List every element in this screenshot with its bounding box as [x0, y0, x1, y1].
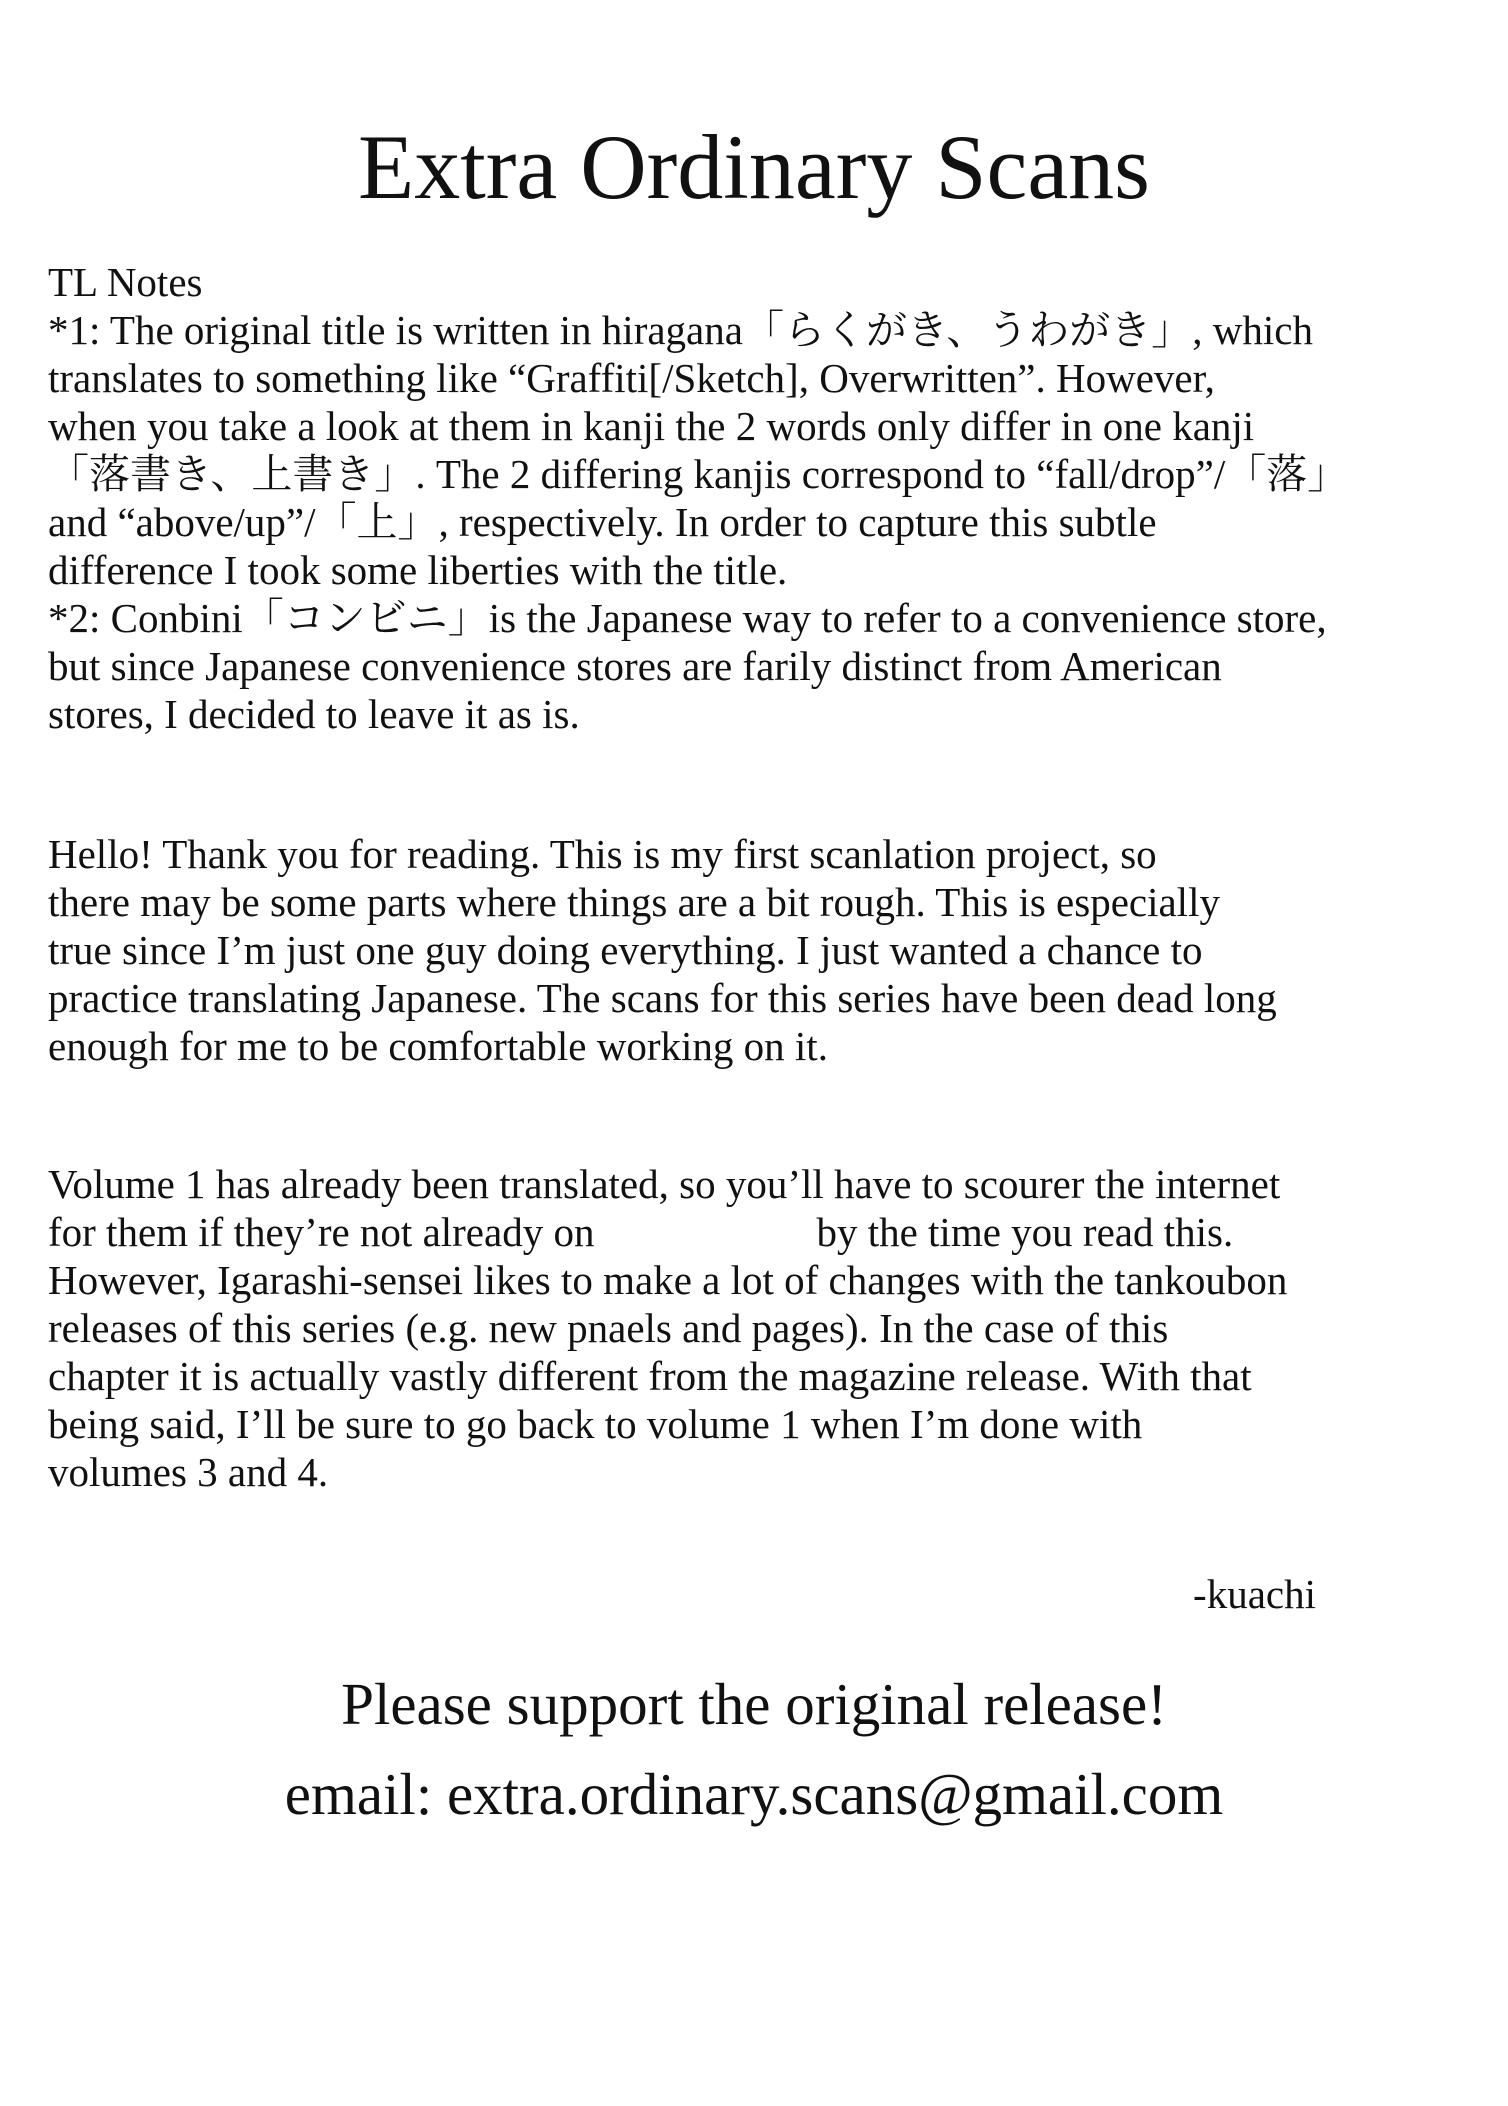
- paragraph-line-with-redaction: [48, 1208, 1478, 1256]
- line-text-after: by the time you read this.: [816, 1209, 1234, 1255]
- paragraph-line: enough for me to be comfortable working on it.: [48, 1023, 828, 1069]
- paragraph-line: there may be some parts where things are a bit rough. This is especially: [48, 879, 1220, 925]
- paragraph-line: true since I’m just one guy doing everything. I just wanted a chance to: [48, 927, 1203, 973]
- paragraph-line: chapter it is actually vastly different from the magazine release. With that: [48, 1353, 1252, 1399]
- tl-note-line: *2: Conbini「コンビニ」is the Japanese way to refer to a convenience store,: [48, 595, 1327, 641]
- volume-paragraph: [48, 1160, 1478, 1496]
- tl-note-line: and “above/up”/「上」, respectively. In order to capture this subtle: [48, 499, 1157, 545]
- paragraph-line: Hello! Thank you for reading. This is my first scanlation project, so: [48, 831, 1157, 877]
- tl-note-line: difference I took some liberties with the title.: [48, 547, 788, 593]
- paragraph-line: being said, I’ll be sure to go back to volume 1 when I’m done with: [48, 1401, 1143, 1447]
- paragraph-line: practice translating Japanese. The scans for this series have been dead long: [48, 975, 1277, 1021]
- support-message: Please support the original release!: [341, 1671, 1167, 1737]
- tl-note-line: *1: The original title is written in hiragana「らくがき、うわがき」, which: [48, 307, 1313, 353]
- paragraph-line: However, Igarashi-sensei likes to make a lot of changes with the tankoubon: [48, 1257, 1288, 1303]
- signature: -kuachi: [1193, 1571, 1316, 1617]
- page-title: Extra Ordinary Scans: [358, 116, 1150, 218]
- tl-note-line: stores, I decided to leave it as is.: [48, 691, 580, 737]
- hello-paragraph: [48, 830, 1478, 1070]
- paragraph-line: Volume 1 has already been translated, so you’ll have to scourer the internet: [48, 1161, 1281, 1207]
- tl-note-line: 「落書き、上書き」. The 2 differing kanjis correspond to “fall/drop”/「落」: [48, 451, 1349, 497]
- tl-note-line: but since Japanese convenience stores are farily distinct from American: [48, 643, 1222, 689]
- tl-notes-section: [48, 258, 1478, 738]
- tl-note-line: translates to something like “Graffiti[/Sketch], Overwritten”. However,: [48, 355, 1215, 401]
- paragraph-line: volumes 3 and 4.: [48, 1449, 329, 1495]
- paragraph-line: releases of this series (e.g. new pnaels and pages). In the case of this: [48, 1305, 1169, 1351]
- line-text-before: for them if they’re not already on: [48, 1209, 595, 1255]
- tl-note-line: when you take a look at them in kanji the 2 words only differ in one kanji: [48, 403, 1255, 449]
- contact-email: email: extra.ordinary.scans@gmail.com: [284, 1761, 1224, 1827]
- tl-notes-heading: TL Notes: [48, 259, 203, 305]
